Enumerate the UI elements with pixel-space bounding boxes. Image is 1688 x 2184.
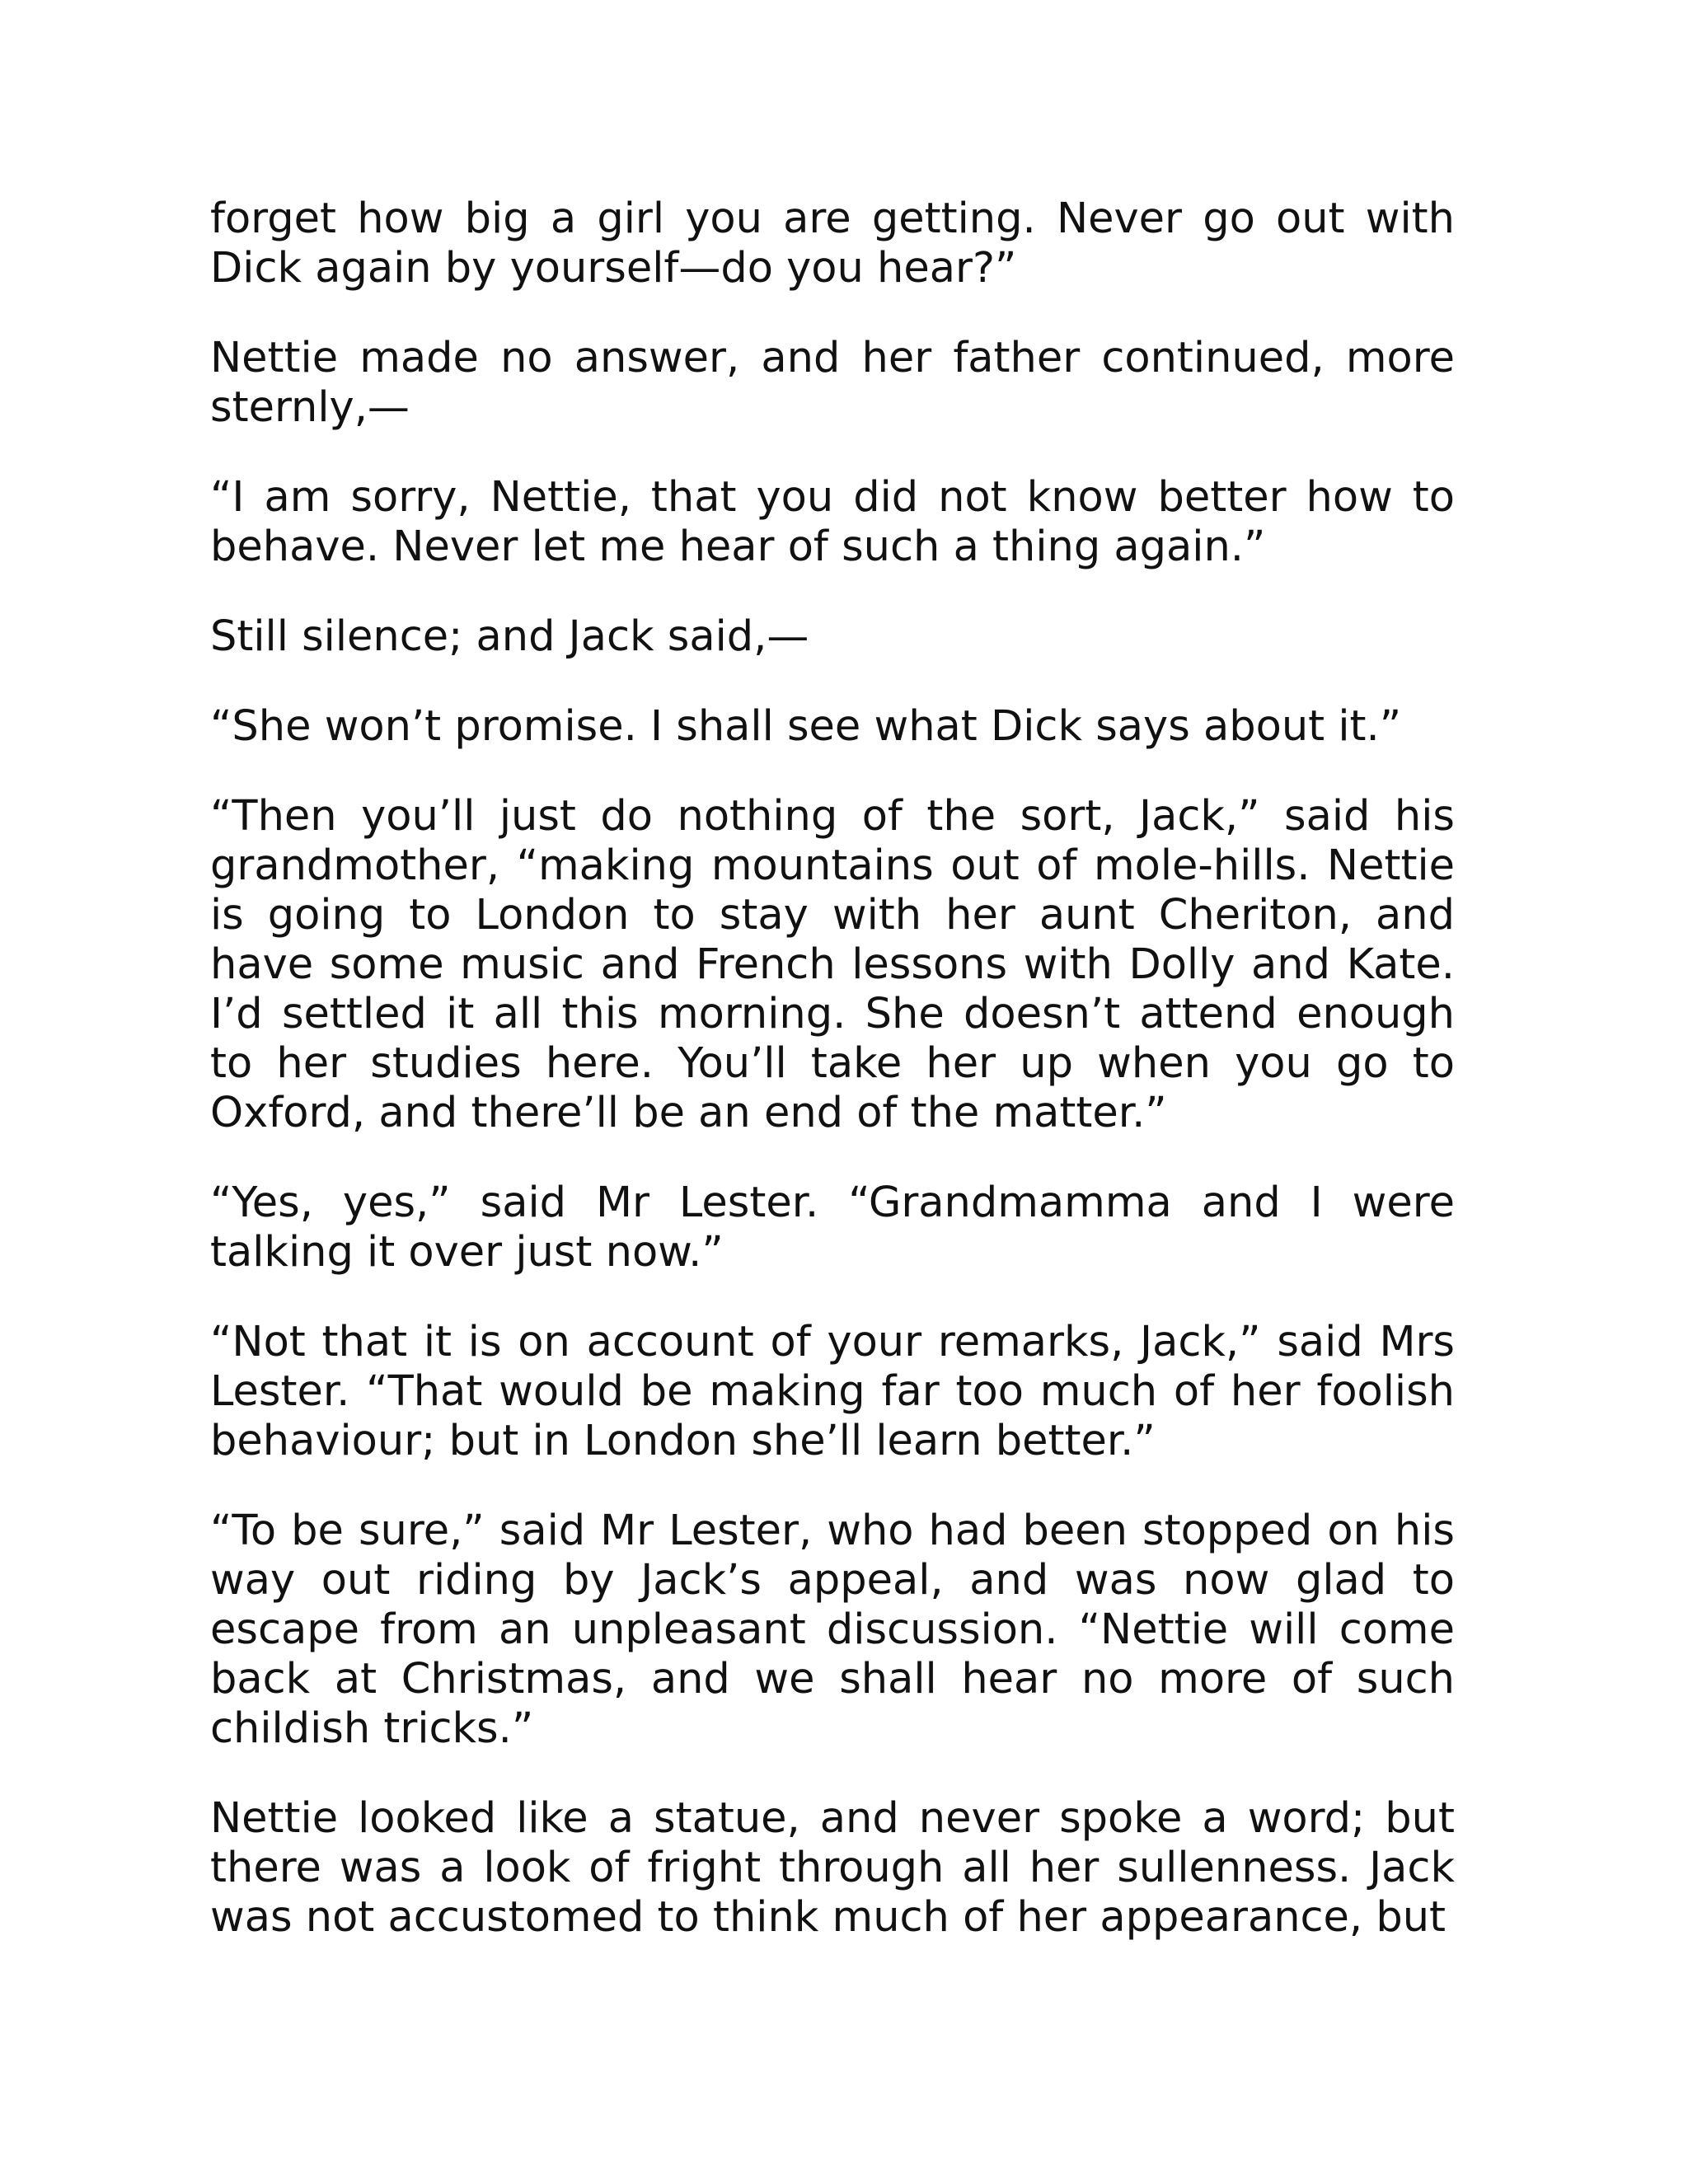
paragraph-4: Still silence; and Jack said,— [210, 612, 809, 661]
paragraph-1: forget how big a girl you are getting. Never go out with Dick again by yourself—do you hear?” [210, 194, 1455, 293]
paragraph-8: “Not that it is on account of your remarks, Jack,” said Mrs Lester. “That would be making far too much of her foolish behaviour; but in London she’ll learn better.” [210, 1318, 1455, 1465]
paragraph-6: “Then you’ll just do nothing of the sort, Jack,” said his grandmother, “making mountains out of mole-hills. Nettie is going to London to stay with her aunt Cheriton, and have some music and French lessons with Dolly and Kate. I’d settled it all this morning. She doesn’t attend enough to her studies here. You’ll take her up when you go to Oxford, and there’ll be an end of the matter.” [210, 792, 1455, 1137]
paragraph-7: “Yes, yes,” said Mr Lester. “Grandmamma and I were talking it over just now.” [210, 1179, 1455, 1277]
page-text [210, 194, 1455, 1943]
paragraph-3: “I am sorry, Nettie, that you did not know better how to behave. Never let me hear of such a thing again.” [210, 473, 1455, 571]
paragraph-2: Nettie made no answer, and her father continued, more sternly,— [210, 334, 1455, 432]
paragraph-10: Nettie looked like a statue, and never spoke a word; but there was a look of fright through all her sullenness. Jack was not accustomed to think much of her appearance, but [210, 1794, 1455, 1942]
paragraph-5: “She won’t promise. I shall see what Dick says about it.” [210, 702, 1402, 751]
paragraph-9: “To be sure,” said Mr Lester, who had been stopped on his way out riding by Jack’s appeal, and was now glad to escape from an unpleasant discussion. “Nettie will come back at Christmas, and we shall hear no more of such childish tricks.” [210, 1507, 1455, 1753]
